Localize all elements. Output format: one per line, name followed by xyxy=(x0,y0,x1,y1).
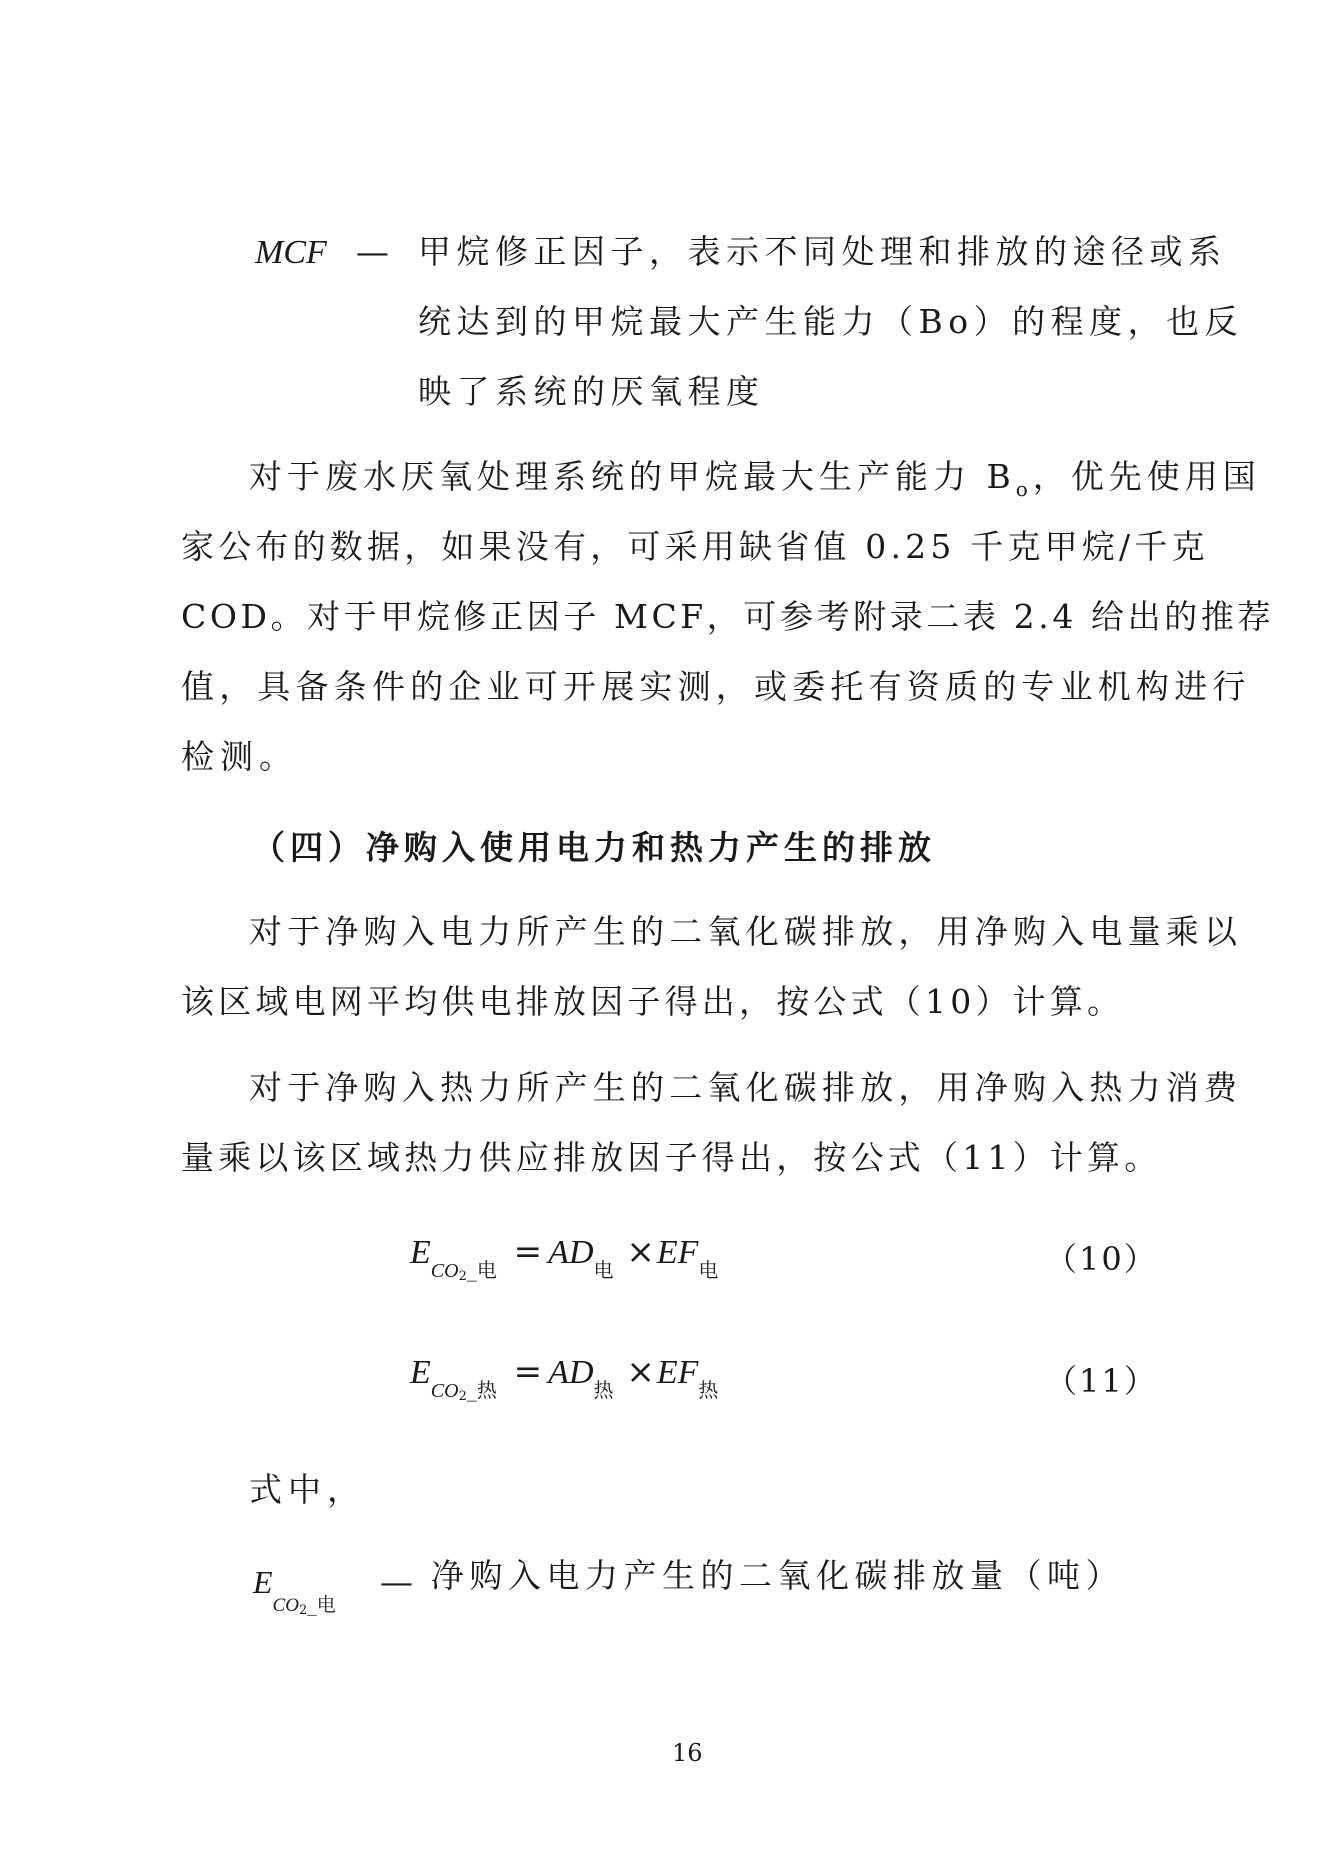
para1-line-2: 家公布的数据，如果没有，可采用缺省值 0.25 千克甲烷/千克 xyxy=(181,527,1209,566)
mcf-symbol: MCF xyxy=(255,234,327,271)
equation-11-number: （11） xyxy=(1045,1362,1158,1400)
mcf-def-line-2: 统达到的甲烷最大产生能力（Bo）的程度，也反 xyxy=(418,302,1244,341)
para1-line-4: 值，具备条件的企业可开展实测，或委托有资质的专业机构进行 xyxy=(181,667,1251,706)
para1-line-3: COD。对于甲烷修正因子 MCF，可参考附录二表 2.4 给出的推荐 xyxy=(181,597,1275,636)
mcf-dash: — xyxy=(355,232,389,271)
mcf-def-line-1: 甲烷修正因子，表示不同处理和排放的途径或系 xyxy=(418,232,1227,271)
para1-line-1: 对于废水厌氧处理系统的甲烷最大生产能力 $B_o$，优先使用国 xyxy=(249,457,1261,501)
para3-line-1: 对于净购入热力所产生的二氧化碳排放，用净购入热力消费 xyxy=(249,1068,1243,1107)
mcf-definition xyxy=(255,232,389,272)
page-number: 16 xyxy=(672,1739,703,1767)
equation-11: $E_{CO2\_热} = AD_热 \times EF_热$ xyxy=(410,1352,719,1404)
def-e-co2-elec-symbol: $E_{CO2\_电}$ xyxy=(253,1564,336,1618)
para1-line-5: 检测。 xyxy=(181,737,298,776)
equation-10: $E_{CO2\_电} = AD_电 \times EF_电$ xyxy=(410,1232,719,1284)
def-e-co2-elec-text: 净购入电力产生的二氧化碳排放量（吨） xyxy=(431,1556,1124,1595)
where-label: 式中， xyxy=(249,1470,366,1509)
para3-line-2: 量乘以该区域热力供应排放因子得出，按公式（11）计算。 xyxy=(181,1138,1162,1177)
para2-line-1: 对于净购入电力所产生的二氧化碳排放，用净购入电量乘以 xyxy=(249,912,1243,951)
section-heading: （四）净购入使用电力和热力产生的排放 xyxy=(252,828,936,867)
def-e-co2-elec-dash: — xyxy=(380,1562,413,1601)
equation-10-number: （10） xyxy=(1045,1240,1158,1278)
para2-line-2: 该区域电网平均供电排放因子得出，按公式（10）计算。 xyxy=(181,982,1125,1021)
mcf-def-line-3: 映了系统的厌氧程度 xyxy=(418,372,765,411)
